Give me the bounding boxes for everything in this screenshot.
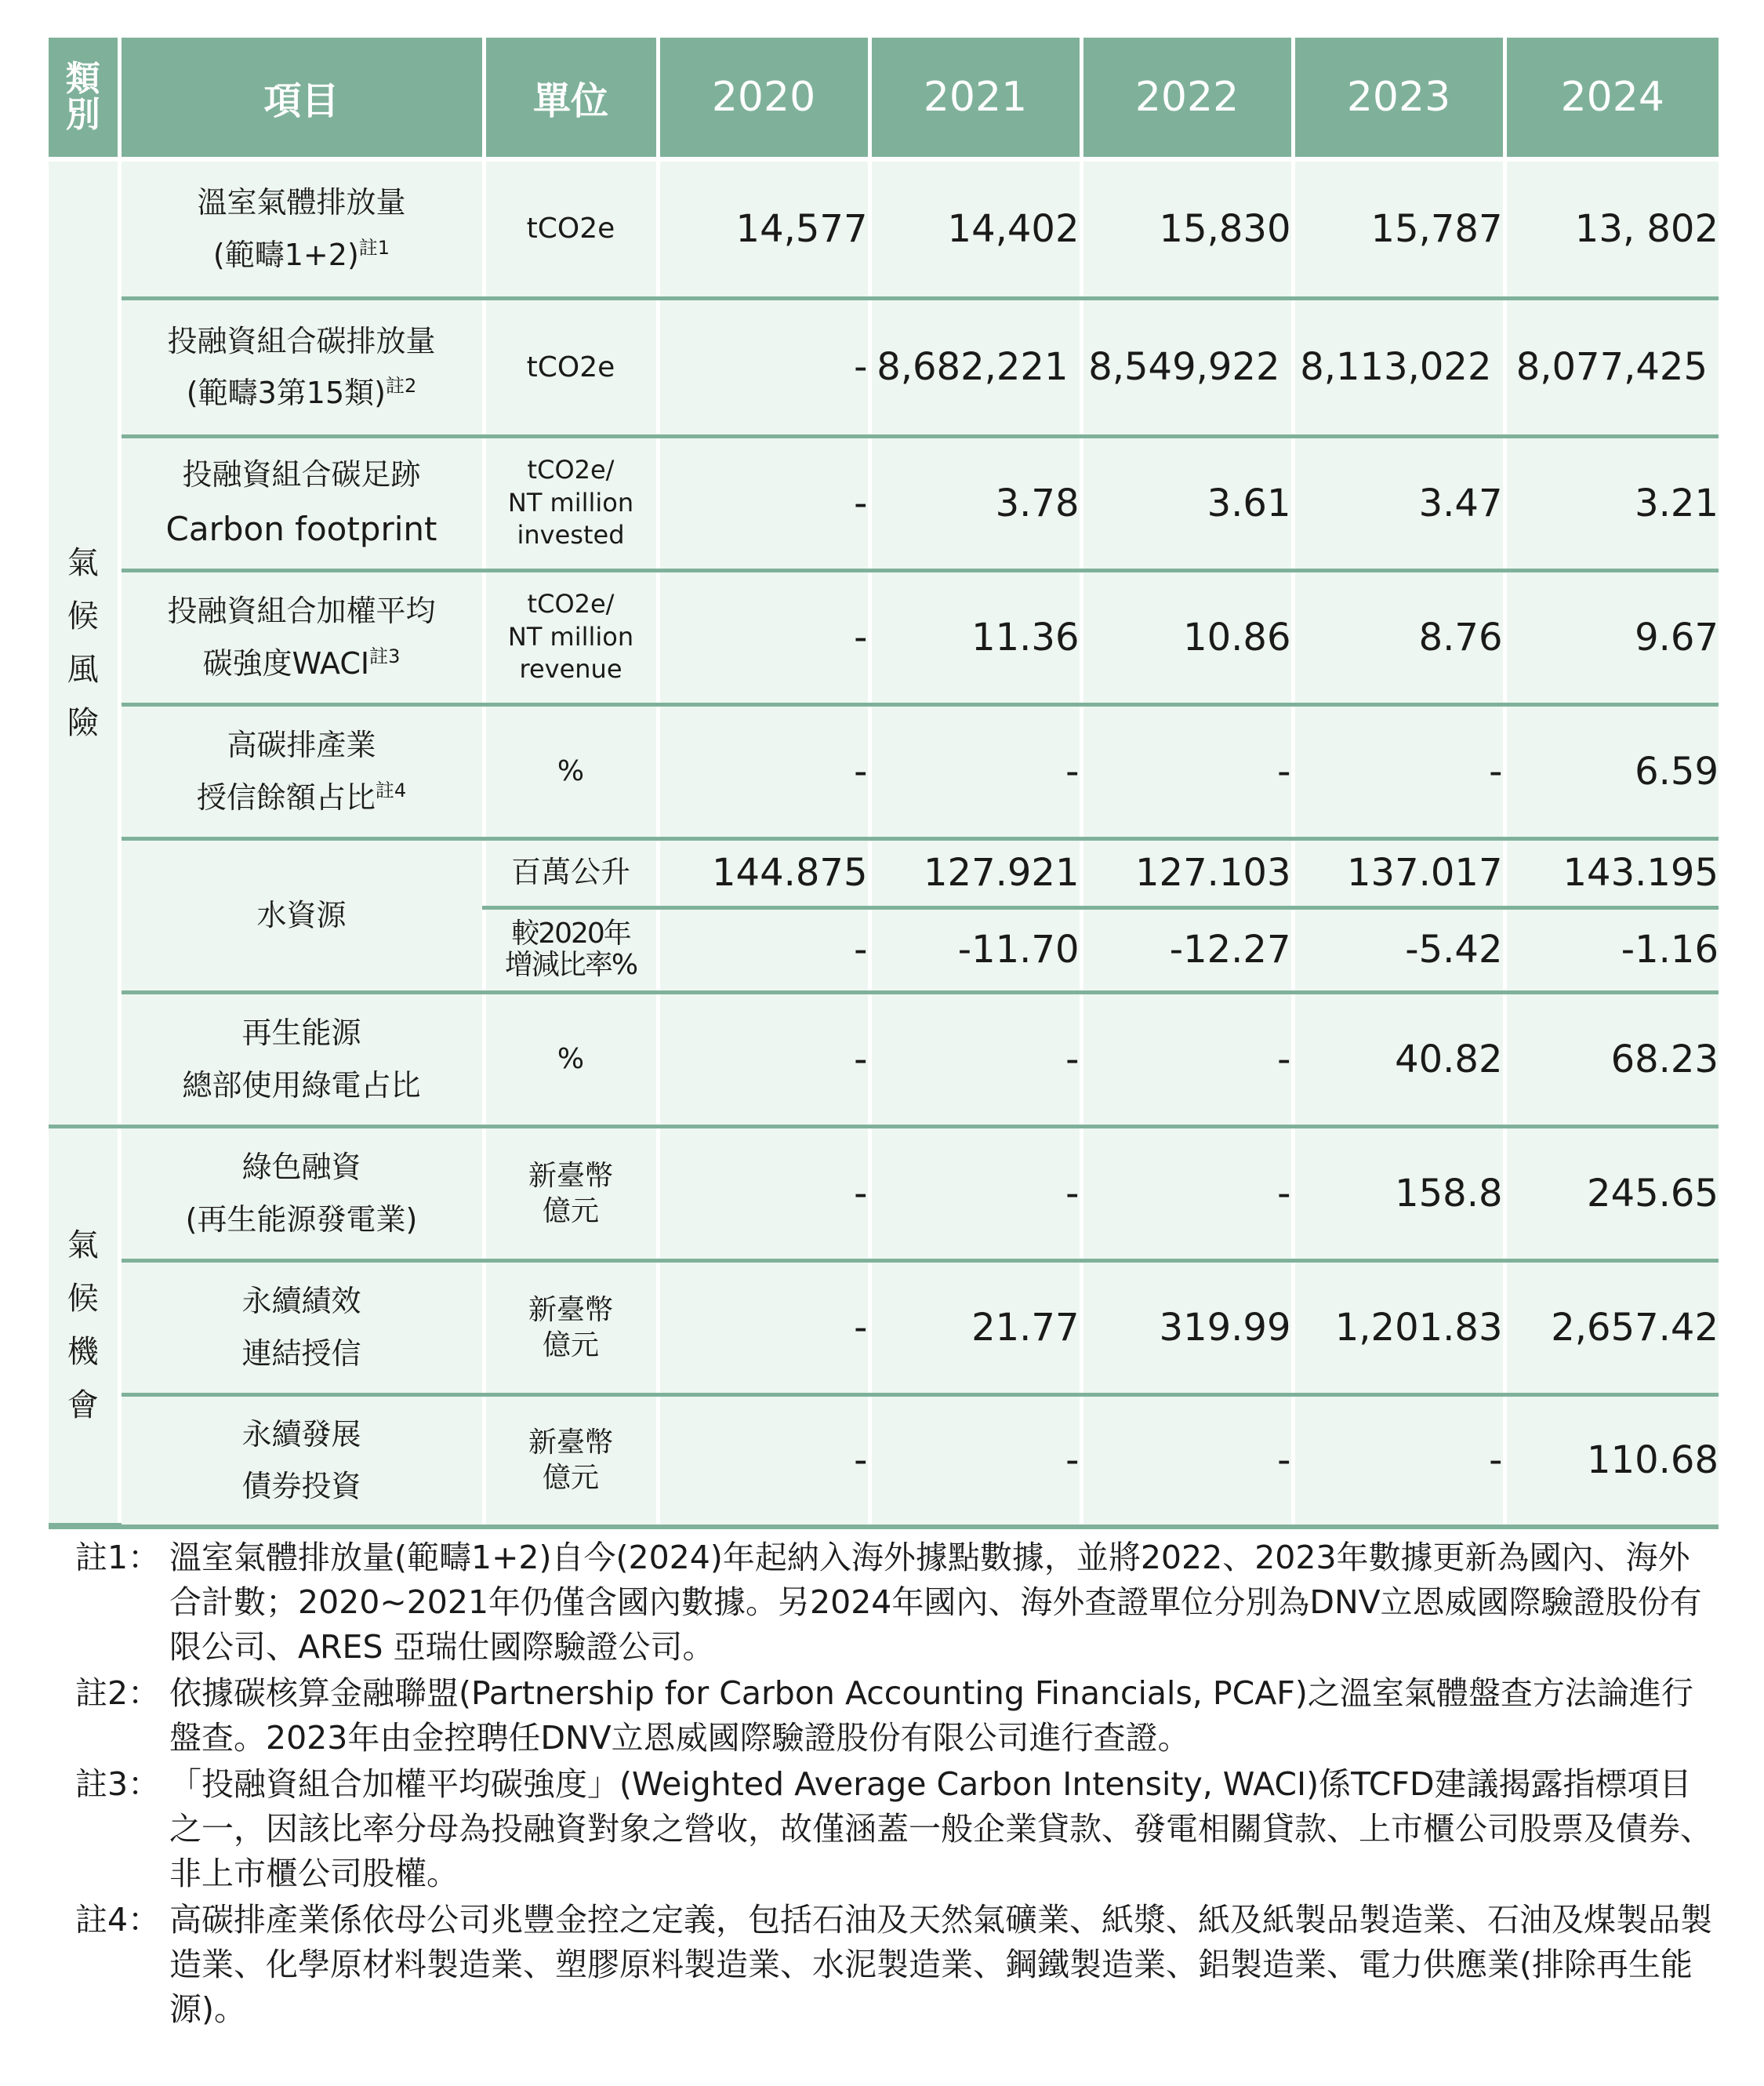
cell-water-2023: 137.017 <box>1293 838 1504 907</box>
item-ghg-line1: 溫室氣體排放量 <box>197 185 406 220</box>
unit-green-finance <box>484 1126 658 1260</box>
item-slb-credit-line2: 連結授信 <box>241 1336 361 1371</box>
item-sustainable-bond-line1: 永續發展 <box>241 1416 361 1452</box>
table-row <box>49 704 1719 838</box>
footnote-4-text: 高碳排產業係依母公司兆豐金控之定義，包括石油及天然氣礦業、紙漿、紙及紙製品製造業、石油及煤製品製造業、化學原材料製造業、塑膠原料製造業、水泥製造業、鋼鐵製造業、鋁製造業、電力供應業(排除再生能源)。 <box>169 1901 1712 2028</box>
item-high-carbon-line2: 授信餘額占比 <box>196 780 376 815</box>
unit-water-change-line1: 較2020年 <box>511 918 630 950</box>
table-row <box>49 992 1719 1126</box>
cell-financed-2020: - <box>658 298 869 436</box>
cell-water-change-2022: -12.27 <box>1081 907 1293 992</box>
item-financed-line2: (範疇3第15類) <box>186 376 386 410</box>
footnote-1 <box>75 1535 1722 1670</box>
item-financed-line2-wrap <box>122 367 482 420</box>
cell-renewable-2021: - <box>869 992 1081 1126</box>
unit-water-volume: 百萬公升 <box>484 838 658 907</box>
item-waci-line2: 碳強度WACI <box>202 645 370 681</box>
item-renewable <box>119 992 484 1126</box>
cell-sustainable-bond-2024: 110.68 <box>1504 1394 1719 1525</box>
cell-footprint-2023: 3.47 <box>1293 436 1504 570</box>
unit-high-carbon: % <box>484 704 658 838</box>
unit-footprint-line1: tCO2e/ <box>527 455 615 485</box>
cell-footprint-2021: 3.78 <box>869 436 1081 570</box>
table-row <box>49 570 1719 704</box>
item-green-finance <box>119 1126 484 1260</box>
cell-high-carbon-2020: - <box>658 704 869 838</box>
item-carbon-footprint <box>119 436 484 570</box>
cell-green-finance-2020: - <box>658 1126 869 1260</box>
item-water: 水資源 <box>119 838 484 992</box>
footnotes <box>75 1535 1722 2033</box>
header-year-2020: 2020 <box>658 38 869 159</box>
cell-slb-credit-2024: 2,657.42 <box>1504 1260 1719 1394</box>
table-row <box>49 436 1719 570</box>
cell-sustainable-bond-2021: - <box>869 1394 1081 1525</box>
cell-green-finance-2023: 158.8 <box>1293 1126 1504 1260</box>
unit-waci-line3: revenue <box>519 654 622 685</box>
item-financed-note: 註2 <box>385 375 417 397</box>
table-header-row <box>49 38 1719 159</box>
category-climate-risk <box>49 159 119 1126</box>
climate-metrics-table <box>49 38 1719 1527</box>
table-row <box>49 298 1719 436</box>
cell-waci-2022: 10.86 <box>1081 570 1293 704</box>
unit-slb-credit <box>484 1260 658 1394</box>
item-green-finance-line2: (再生能源發電業) <box>185 1201 418 1237</box>
cell-waci-2024: 9.67 <box>1504 570 1719 704</box>
cell-renewable-2024: 68.23 <box>1504 992 1719 1126</box>
item-footprint-line1: 投融資組合碳足跡 <box>182 456 421 492</box>
unit-ghg: tCO2e <box>484 159 658 298</box>
cell-financed-2022: 8,549,922 <box>1081 298 1293 436</box>
cell-water-2020: 144.875 <box>658 838 869 907</box>
unit-renewable: % <box>484 992 658 1126</box>
footnote-2-label: 註2： <box>75 1674 161 1712</box>
cell-water-2021: 127.921 <box>869 838 1081 907</box>
footnote-3-label: 註3： <box>75 1765 161 1803</box>
footnote-1-label: 註1： <box>75 1539 161 1576</box>
cell-green-finance-2024: 245.65 <box>1504 1126 1719 1260</box>
cell-water-2024: 143.195 <box>1504 838 1719 907</box>
unit-waci-line1: tCO2e/ <box>527 589 615 620</box>
item-financed-line1: 投融資組合碳排放量 <box>167 323 436 358</box>
item-ghg-line2: (範疇1+2) <box>212 237 359 272</box>
unit-slb-credit-line2: 億元 <box>542 1328 599 1361</box>
footnote-3 <box>75 1762 1722 1896</box>
cell-financed-2024: 8,077,425 <box>1504 298 1719 436</box>
cell-footprint-2020: - <box>658 436 869 570</box>
unit-green-finance-line1: 新臺幣 <box>528 1159 613 1192</box>
cell-water-change-2021: -11.70 <box>869 907 1081 992</box>
header-category-text: 類別 <box>65 58 100 135</box>
footnote-1-text: 溫室氣體排放量(範疇1+2)自今(2024)年起納入海外據點數據，並將2022、2023年數據更新為國內、海外合計數；2020~2021年仍僅含國內數據。另2024年國內、海外查證單位分別為DNV立恩威國際驗證股份有限公司、ARES 亞瑞仕國際驗證公司。 <box>169 1539 1702 1666</box>
cell-renewable-2022: - <box>1081 992 1293 1126</box>
header-year-2023: 2023 <box>1293 38 1504 159</box>
cell-high-carbon-2022: - <box>1081 704 1293 838</box>
cell-high-carbon-2024: 6.59 <box>1504 704 1719 838</box>
item-waci <box>119 570 484 704</box>
category-climate-opportunity <box>49 1126 119 1525</box>
category-climate-opportunity-text: 氣候機會 <box>67 1227 99 1423</box>
cell-water-change-2020: - <box>658 907 869 992</box>
header-year-2022: 2022 <box>1081 38 1293 159</box>
unit-financed: tCO2e <box>484 298 658 436</box>
footnote-4 <box>75 1898 1722 2032</box>
item-financed-emissions <box>119 298 484 436</box>
cell-sustainable-bond-2022: - <box>1081 1394 1293 1525</box>
unit-waci <box>484 570 658 704</box>
unit-waci-line2: NT million <box>507 621 634 652</box>
header-item: 項目 <box>119 38 484 159</box>
cell-ghg-2020: 14,577 <box>658 159 869 298</box>
category-climate-risk-text: 氣候風險 <box>67 544 99 741</box>
item-ghg-note: 註1 <box>358 236 390 259</box>
table-row <box>49 1394 1719 1525</box>
header-unit: 單位 <box>484 38 658 159</box>
item-footprint-line2: Carbon footprint <box>165 510 437 548</box>
cell-sustainable-bond-2020: - <box>658 1394 869 1525</box>
item-slb-credit <box>119 1260 484 1394</box>
item-green-finance-line1: 綠色融資 <box>241 1150 361 1184</box>
unit-slb-credit-line1: 新臺幣 <box>528 1293 613 1326</box>
unit-green-finance-line2: 億元 <box>542 1194 599 1227</box>
footnote-3-text: 「投融資組合加權平均碳強度」(Weighted Average Carbon Intensity, WACI)係TCFD建議揭露指標項目之一，因該比率分母為投融資對象之營收，故僅涵蓋一般企業貸款、發電相關貸款、上市櫃公司股票及債券、非上市櫃公司股權。 <box>169 1765 1712 1892</box>
cell-high-carbon-2023: - <box>1293 704 1504 838</box>
cell-water-change-2024: -1.16 <box>1504 907 1719 992</box>
unit-water-change-line2: 增減比率% <box>504 949 637 981</box>
item-high-carbon-line2-wrap <box>122 772 482 824</box>
cell-high-carbon-2021: - <box>869 704 1081 838</box>
cell-water-2022: 127.103 <box>1081 838 1293 907</box>
cell-waci-2020: - <box>658 570 869 704</box>
item-renewable-line2: 總部使用綠電占比 <box>182 1067 421 1103</box>
cell-ghg-2021: 14,402 <box>869 159 1081 298</box>
footnote-2 <box>75 1671 1722 1761</box>
item-ghg-line2-wrap <box>122 229 482 282</box>
item-waci-line2-wrap <box>122 638 482 690</box>
cell-slb-credit-2020: - <box>658 1260 869 1394</box>
table-row <box>49 1126 1719 1260</box>
cell-ghg-2022: 15,830 <box>1081 159 1293 298</box>
item-sustainable-bond-line2: 債券投資 <box>241 1469 361 1504</box>
header-category <box>49 38 119 159</box>
unit-sustainable-bond-line1: 新臺幣 <box>528 1426 613 1459</box>
cell-waci-2021: 11.36 <box>869 570 1081 704</box>
cell-renewable-2020: - <box>658 992 869 1126</box>
table-bottom-rule <box>49 1525 1719 1529</box>
item-sustainable-bond <box>119 1394 484 1525</box>
cell-footprint-2022: 3.61 <box>1081 436 1293 570</box>
cell-footprint-2024: 3.21 <box>1504 436 1719 570</box>
cell-slb-credit-2022: 319.99 <box>1081 1260 1293 1394</box>
cell-sustainable-bond-2023: - <box>1293 1394 1504 1525</box>
unit-sustainable-bond <box>484 1394 658 1525</box>
table-row <box>49 838 1719 907</box>
cell-slb-credit-2021: 21.77 <box>869 1260 1081 1394</box>
item-high-carbon-line1: 高碳排產業 <box>227 728 376 762</box>
cell-ghg-2023: 15,787 <box>1293 159 1504 298</box>
unit-footprint-line3: invested <box>517 520 625 551</box>
header-year-2024: 2024 <box>1504 38 1719 159</box>
table-row <box>49 1260 1719 1394</box>
item-waci-note: 註3 <box>369 645 401 667</box>
table-row <box>49 159 1719 298</box>
cell-slb-credit-2023: 1,201.83 <box>1293 1260 1504 1394</box>
unit-sustainable-bond-line2: 億元 <box>542 1462 599 1495</box>
cell-green-finance-2022: - <box>1081 1126 1293 1260</box>
unit-footprint-line2: NT million <box>507 487 634 518</box>
item-renewable-line1: 再生能源 <box>241 1016 361 1050</box>
item-high-carbon <box>119 704 484 838</box>
unit-footprint <box>484 436 658 570</box>
item-waci-line1: 投融資組合加權平均 <box>167 594 436 628</box>
cell-financed-2021: 8,682,221 <box>869 298 1081 436</box>
unit-water-change <box>484 907 658 992</box>
cell-renewable-2023: 40.82 <box>1293 992 1504 1126</box>
header-year-2021: 2021 <box>869 38 1081 159</box>
footnote-2-text: 依據碳核算金融聯盟(Partnership for Carbon Accounting Financials, PCAF)之溫室氣體盤查方法論進行盤查。2023年由金控聘任DNV立恩威國際驗證股份有限公司進行查證。 <box>169 1674 1693 1757</box>
cell-green-finance-2021: - <box>869 1126 1081 1260</box>
cell-water-change-2023: -5.42 <box>1293 907 1504 992</box>
item-high-carbon-note: 註4 <box>375 779 407 801</box>
footnote-4-label: 註4： <box>75 1901 161 1939</box>
item-slb-credit-line1: 永續績效 <box>241 1284 361 1318</box>
cell-financed-2023: 8,113,022 <box>1293 298 1504 436</box>
item-ghg-emissions <box>119 159 484 298</box>
cell-ghg-2024: 13, 802 <box>1504 159 1719 298</box>
cell-waci-2023: 8.76 <box>1293 570 1504 704</box>
